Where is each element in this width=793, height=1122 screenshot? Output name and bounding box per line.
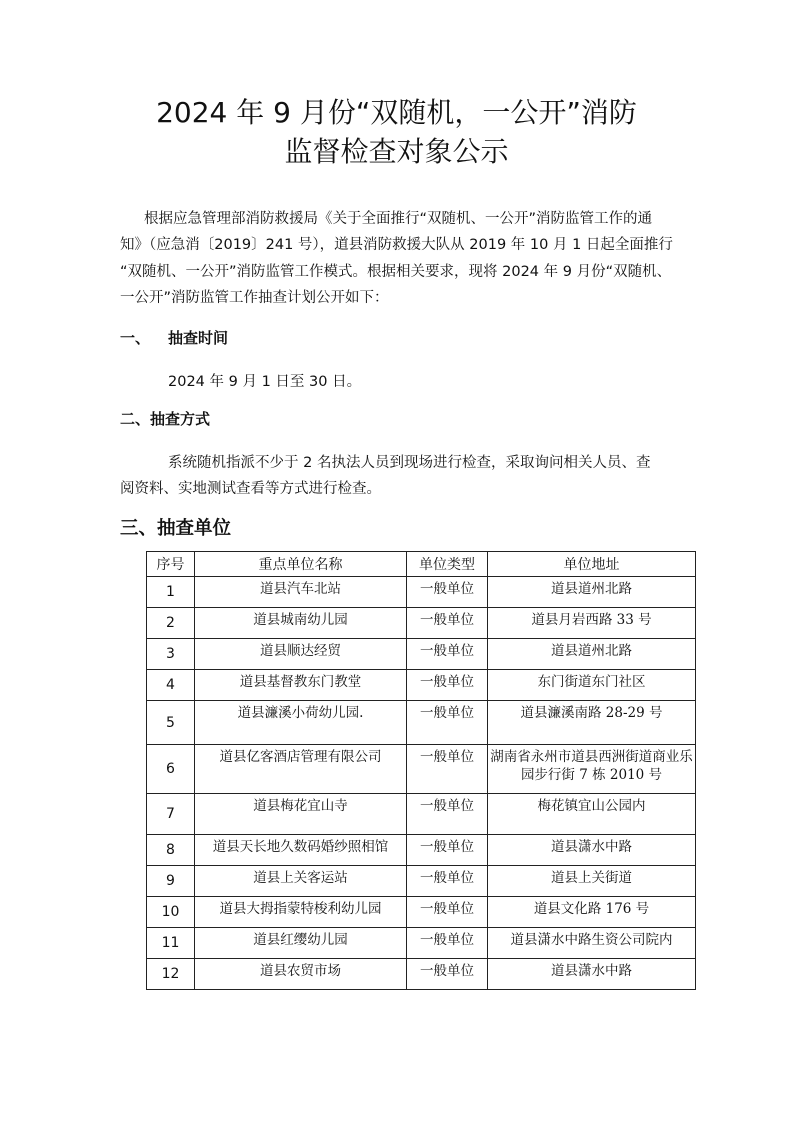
table-row <box>147 794 696 835</box>
table-row <box>147 608 696 639</box>
table-header-row <box>147 552 696 577</box>
unit-name: 道县汽车北站 <box>195 577 407 608</box>
unit-address: 湖南省永州市道县西洲街道商业乐园步行街 7 栋 2010 号 <box>488 745 696 794</box>
unit-address: 道县潇水中路 <box>488 835 696 866</box>
unit-type: 一般单位 <box>407 608 488 639</box>
header-name: 重点单位名称 <box>195 552 407 577</box>
table-row <box>147 670 696 701</box>
table-row <box>147 897 696 928</box>
unit-address: 道县潇水中路生资公司院内 <box>488 928 696 959</box>
row-number: 9 <box>147 866 195 897</box>
row-number: 12 <box>147 959 195 990</box>
row-number: 2 <box>147 608 195 639</box>
table-row <box>147 745 696 794</box>
row-number: 1 <box>147 577 195 608</box>
unit-name: 道县基督教东门教堂 <box>195 670 407 701</box>
unit-address: 道县文化路 176 号 <box>488 897 696 928</box>
row-number: 10 <box>147 897 195 928</box>
table-row <box>147 928 696 959</box>
method-line: 系统随机指派不少于 2 名执法人员到现场进行检查，采取询问相关人员、查 <box>168 455 651 471</box>
intro-paragraph <box>120 206 680 311</box>
unit-name: 道县红缨幼儿园 <box>195 928 407 959</box>
unit-address: 道县道州北路 <box>488 577 696 608</box>
intro-line: “双随机、一公开”消防监管工作模式。根据相关要求，现将 2024 年 9 月份“双随机、 <box>120 263 672 280</box>
table-row <box>147 701 696 745</box>
unit-name: 道县大拇指蒙特梭利幼儿园 <box>195 897 407 928</box>
section-method-text <box>120 450 651 503</box>
table-row <box>147 959 696 990</box>
unit-type: 一般单位 <box>407 959 488 990</box>
header-address: 单位地址 <box>488 552 696 577</box>
section-number: 一、 <box>120 329 151 347</box>
intro-line: 知》（应急消〔2019〕241 号），道县消防救援大队从 2019 年 10 月 1 日起全面推行 <box>120 237 673 254</box>
section-heading-method: 二、抽查方式 <box>120 410 211 428</box>
section-title: 抽查时间 <box>168 329 229 347</box>
header-seq: 序号 <box>147 552 195 577</box>
unit-name: 道县梅花宜山寺 <box>195 794 407 835</box>
unit-address: 道县濂溪南路 28-29 号 <box>488 701 696 745</box>
unit-name: 道县城南幼儿园 <box>195 608 407 639</box>
unit-type: 一般单位 <box>407 928 488 959</box>
row-number: 5 <box>147 701 195 745</box>
unit-address: 道县道州北路 <box>488 639 696 670</box>
row-number: 3 <box>147 639 195 670</box>
method-line: 阅资料、实地测试查看等方式进行检查。 <box>120 481 381 498</box>
unit-name: 道县濂溪小荷幼儿园. <box>195 701 407 745</box>
header-type: 单位类型 <box>407 552 488 577</box>
unit-type: 一般单位 <box>407 701 488 745</box>
unit-type: 一般单位 <box>407 639 488 670</box>
unit-type: 一般单位 <box>407 670 488 701</box>
unit-type: 一般单位 <box>407 835 488 866</box>
row-number: 4 <box>147 670 195 701</box>
unit-type: 一般单位 <box>407 577 488 608</box>
unit-type: 一般单位 <box>407 866 488 897</box>
section-heading-units: 三、抽查单位 <box>120 518 232 539</box>
inspection-units-table <box>146 551 696 990</box>
section-time-text: 2024 年 9 月 1 日至 30 日。 <box>168 374 362 390</box>
unit-address: 东门街道东门社区 <box>488 670 696 701</box>
row-number: 7 <box>147 794 195 835</box>
document-title-line1: 2024 年 9 月份“双随机，一公开”消防 <box>156 96 637 129</box>
unit-name: 道县亿客酒店管理有限公司 <box>195 745 407 794</box>
unit-address: 道县上关街道 <box>488 866 696 897</box>
table-row <box>147 835 696 866</box>
intro-line: 根据应急管理部消防救援局《关于全面推行“双随机、一公开”消防监管工作的通 <box>144 211 653 227</box>
row-number: 11 <box>147 928 195 959</box>
table-row <box>147 866 696 897</box>
table-row <box>147 639 696 670</box>
unit-name: 道县顺达经贸 <box>195 639 407 670</box>
unit-name: 道县上关客运站 <box>195 866 407 897</box>
unit-address: 道县潇水中路 <box>488 959 696 990</box>
unit-type: 一般单位 <box>407 794 488 835</box>
section-heading-time <box>120 327 228 348</box>
intro-line: 一公开”消防监管工作抽查计划公开如下： <box>120 289 389 306</box>
row-number: 8 <box>147 835 195 866</box>
unit-address: 梅花镇宜山公园内 <box>488 794 696 835</box>
unit-type: 一般单位 <box>407 745 488 794</box>
unit-type: 一般单位 <box>407 897 488 928</box>
document-title-line2: 监督检查对象公示 <box>284 135 509 168</box>
unit-address: 道县月岩西路 33 号 <box>488 608 696 639</box>
row-number: 6 <box>147 745 195 794</box>
table-row <box>147 577 696 608</box>
unit-name: 道县农贸市场 <box>195 959 407 990</box>
unit-name: 道县天长地久数码婚纱照相馆 <box>195 835 407 866</box>
